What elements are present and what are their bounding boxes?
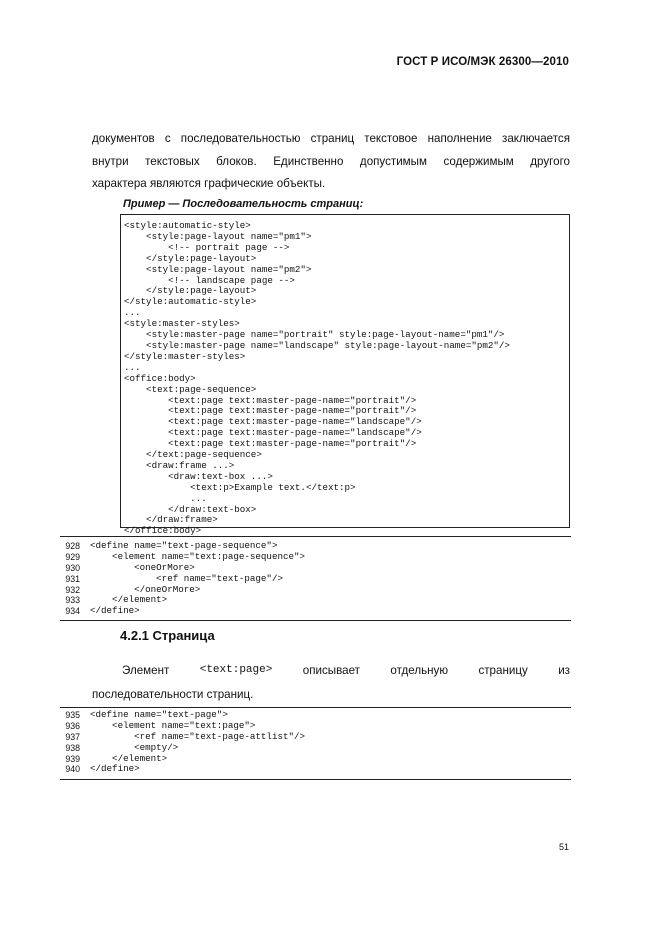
schema-code: <element name="text:page"> [90,719,256,731]
schema-code: <element name="text:page-sequence"> [90,550,306,562]
example-line: <style:master-page name="landscape" style:page-layout-name="pm2"/> [124,339,510,351]
element-description-line [92,659,570,683]
example-line: </style:page-layout> [124,252,257,264]
example-line: </style:automatic-style> [124,296,257,308]
example-line: </text:page-sequence> [124,449,262,461]
section-title: 4.2.1 Страница [120,628,215,643]
example-line: <style:automatic-style> [124,220,251,231]
schema-code: <oneOrMore> [90,561,195,573]
line-number: 937 [65,731,80,742]
line-number: 940 [65,764,80,775]
schema-block-text-page [60,707,571,780]
example-line: <style:master-page name="portrait" style:page-layout-name="pm1"/> [124,329,505,341]
word: отдельную [390,664,449,677]
schema-code: </define> [90,763,140,775]
example-line: <text:page text:master-page-name="portrait"/> [124,405,417,417]
schema-block-text-page-sequence [60,536,571,621]
example-line: <text:page text:master-page-name="portrait"/> [124,438,417,450]
example-line: ... [124,307,141,319]
schema-code: <define name="text-page"> [90,709,228,720]
example-line: ... [124,492,207,504]
line-number: 936 [65,720,80,731]
example-line: <draw:frame ...> [124,459,235,471]
example-line: </style:page-layout> [124,285,257,297]
example-line: <style:page-layout name="pm2"> [124,263,312,275]
schema-row [60,606,571,617]
schema-row [60,574,571,585]
line-number: 935 [65,710,80,720]
intro-line: внутри текстовых блоков. Единственно допустимым содержимым другого [92,154,570,168]
example-line: <text:page-sequence> [124,383,257,395]
line-number: 930 [65,562,80,573]
word: из [558,664,570,677]
schema-code: </element> [90,752,168,764]
example-line: </office:body> [124,525,202,537]
example-line: <text:p>Example text.</text:p> [124,481,356,493]
word: описывает [302,664,360,677]
example-line: <text:page text:master-page-name="landscape"/> [124,416,422,428]
line-number: 938 [65,742,80,753]
example-code-box [120,214,570,537]
line-number: 928 [65,541,80,551]
example-line: <office:body> [124,372,196,384]
schema-code: </define> [90,605,140,617]
line-number: 933 [65,595,80,606]
schema-code: </element> [90,594,168,606]
example-line: <!-- portrait page --> [124,241,290,253]
intro-paragraph [92,128,570,196]
example-line: <style:page-layout name="pm1"> [124,230,312,242]
example-line: </style:master-styles> [124,350,246,362]
schema-row [60,764,571,775]
example-line: <text:page text:master-page-name="portrait"/> [124,394,417,406]
schema-row [60,743,571,754]
intro-line: документов с последовательностью страниц текстовое наполнение заключается [92,132,570,145]
element-description [92,659,570,706]
schema-code: </oneOrMore> [90,583,201,595]
line-number: 934 [65,606,80,617]
example-line: </draw:frame> [124,514,218,526]
element-description-line: последовательности страниц. [92,687,254,701]
page-number: 51 [558,842,569,852]
schema-code: <ref name="text-page-attlist"/> [90,730,306,742]
intro-line: характера являются графические объекты. [92,177,326,190]
line-number: 932 [65,584,80,595]
example-line: ... [124,361,141,373]
word: страницу [478,664,528,677]
line-number: 929 [65,551,80,562]
example-line: <text:page text:master-page-name="landscape"/> [124,427,422,439]
schema-code: <empty/> [90,741,179,753]
line-number: 939 [65,753,80,764]
example-line: <!-- landscape page --> [124,274,295,286]
inline-code: <text:page> [199,664,273,676]
example-line: <draw:text-box ...> [124,470,273,482]
example-line: <style:master-styles> [124,318,240,330]
schema-code: <ref name="text-page"/> [90,572,283,584]
example-title: Пример — Последовательность страниц: [123,198,364,210]
schema-code: <define name="text-page-sequence"> [90,540,278,551]
line-number: 931 [65,573,80,584]
document-header: ГОСТ Р ИСО/МЭК 26300—2010 [396,56,569,68]
example-line: </draw:text-box> [124,503,257,515]
word: Элемент [122,664,170,677]
